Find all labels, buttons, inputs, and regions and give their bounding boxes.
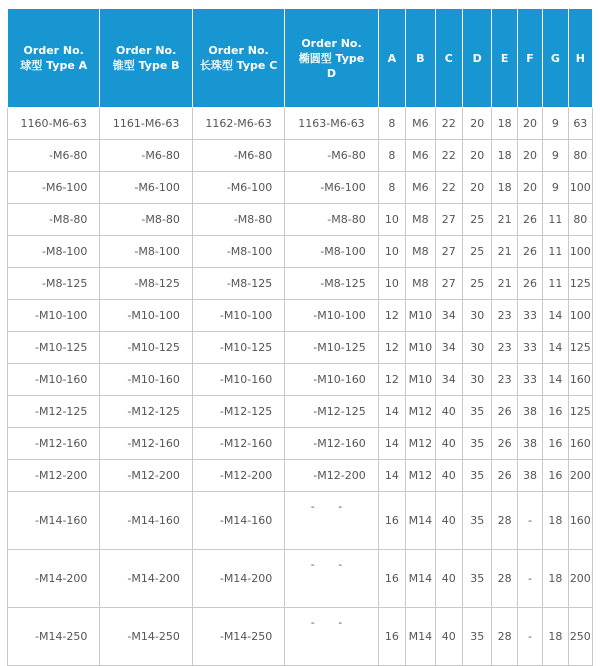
dim-f: - [517,492,542,550]
header-dim-f: F [517,9,542,108]
dim-f: 38 [517,428,542,460]
dim-d: 35 [463,492,492,550]
dim-e: 18 [492,108,517,140]
dim-a: 14 [378,460,405,492]
dim-b: M14 [406,608,435,666]
dim-b: M6 [406,108,435,140]
order-no-type-d: -M10-100 [285,300,378,332]
order-no-type-b: -M10-160 [100,364,192,396]
dim-e: 28 [492,492,517,550]
order-no-type-c: -M12-160 [192,428,284,460]
order-no-type-c: -M10-100 [192,300,284,332]
dim-d: 20 [463,108,492,140]
dim-d: 20 [463,172,492,204]
dim-f: 38 [517,396,542,428]
dim-d: 35 [463,428,492,460]
dim-c: 40 [435,428,462,460]
dim-e: 26 [492,428,517,460]
dim-g: 18 [543,492,568,550]
dim-c: 27 [435,204,462,236]
order-no-type-b: -M8-100 [100,236,192,268]
table-row [8,172,593,204]
header-dim-d: D [463,9,492,108]
order-no-type-a: -M6-100 [8,172,100,204]
dim-f: - [517,550,542,608]
order-no-type-a: -M14-160 [8,492,100,550]
order-no-type-b: -M14-250 [100,608,192,666]
dim-e: 26 [492,396,517,428]
dim-h: 160 [568,492,592,550]
order-no-type-a: -M12-125 [8,396,100,428]
order-no-type-a: -M12-200 [8,460,100,492]
dim-c: 22 [435,172,462,204]
dim-g: 11 [543,268,568,300]
dim-g: 11 [543,236,568,268]
table-row [8,364,593,396]
dim-b: M14 [406,492,435,550]
dim-c: 27 [435,236,462,268]
table-row [8,300,593,332]
dim-d: 35 [463,396,492,428]
order-no-type-c: -M12-125 [192,396,284,428]
dim-g: 14 [543,300,568,332]
dim-d: 20 [463,140,492,172]
dim-a: 8 [378,108,405,140]
dim-d: 35 [463,460,492,492]
dim-g: 14 [543,332,568,364]
order-no-type-a: -M8-80 [8,204,100,236]
order-no-type-c: -M6-80 [192,140,284,172]
dim-g: 18 [543,608,568,666]
order-no-type-b: -M8-125 [100,268,192,300]
dim-e: 18 [492,172,517,204]
dim-e: 21 [492,204,517,236]
order-no-type-b: -M12-200 [100,460,192,492]
order-no-type-d: -M12-200 [285,460,378,492]
dim-c: 34 [435,332,462,364]
dim-c: 22 [435,108,462,140]
dim-a: 8 [378,172,405,204]
table-row [8,140,593,172]
dim-g: 14 [543,364,568,396]
dim-b: M10 [406,364,435,396]
dim-g: 16 [543,428,568,460]
order-no-type-c: -M8-125 [192,268,284,300]
dim-g: 16 [543,460,568,492]
spec-table [7,8,593,666]
dim-d: 30 [463,300,492,332]
order-no-type-a: -M12-160 [8,428,100,460]
dim-c: 34 [435,300,462,332]
dim-h: 250 [568,608,592,666]
dim-a: 10 [378,204,405,236]
order-no-type-b: -M12-125 [100,396,192,428]
dim-g: 9 [543,108,568,140]
order-no-type-c: -M10-160 [192,364,284,396]
dim-h: 125 [568,268,592,300]
order-no-type-a: -M14-200 [8,550,100,608]
dim-b: M12 [406,396,435,428]
dim-c: 40 [435,550,462,608]
dim-h: 200 [568,550,592,608]
order-no-type-c: -M8-100 [192,236,284,268]
dim-f: 20 [517,172,542,204]
dim-f: 26 [517,268,542,300]
dim-a: 10 [378,236,405,268]
header-dim-e: E [492,9,517,108]
dim-b: M10 [406,300,435,332]
dim-f: 20 [517,140,542,172]
order-no-type-b: -M10-100 [100,300,192,332]
order-no-type-b: -M6-80 [100,140,192,172]
order-no-type-c: -M14-250 [192,608,284,666]
order-no-type-b: -M6-100 [100,172,192,204]
table-row [8,204,593,236]
order-no-type-d: -M12-160 [285,428,378,460]
dim-a: 16 [378,608,405,666]
dim-h: 100 [568,236,592,268]
header-dim-c: C [435,9,462,108]
dim-f: - [517,608,542,666]
header-type-b: Order No. 锥型 Type B [100,9,192,108]
dim-d: 30 [463,364,492,396]
order-no-type-c: 1162-M6-63 [192,108,284,140]
order-no-type-a: 1160-M6-63 [8,108,100,140]
order-no-type-c: -M14-200 [192,550,284,608]
order-no-type-a: -M10-160 [8,364,100,396]
dim-h: 80 [568,204,592,236]
order-no-type-d: - - [285,492,378,550]
table-row [8,396,593,428]
header-dim-b: B [406,9,435,108]
dim-h: 125 [568,396,592,428]
dim-b: M14 [406,550,435,608]
order-no-type-b: -M14-160 [100,492,192,550]
order-no-type-c: -M10-125 [192,332,284,364]
order-no-type-d: -M8-125 [285,268,378,300]
order-no-type-c: -M14-160 [192,492,284,550]
dim-d: 35 [463,608,492,666]
dim-h: 160 [568,428,592,460]
order-no-type-d: -M6-80 [285,140,378,172]
dim-e: 18 [492,140,517,172]
order-no-type-a: -M10-125 [8,332,100,364]
dim-b: M8 [406,236,435,268]
dim-d: 25 [463,268,492,300]
order-no-type-b: -M14-200 [100,550,192,608]
order-no-type-d: -M8-100 [285,236,378,268]
order-no-type-d: -M10-125 [285,332,378,364]
dim-b: M12 [406,428,435,460]
dim-g: 18 [543,550,568,608]
table-row [8,460,593,492]
dim-e: 23 [492,332,517,364]
header-type-a: Order No. 球型 Type A [8,9,100,108]
order-no-type-d: - - [285,550,378,608]
order-no-type-a: -M8-100 [8,236,100,268]
dim-c: 40 [435,492,462,550]
dim-e: 23 [492,300,517,332]
dim-f: 20 [517,108,542,140]
dim-h: 160 [568,364,592,396]
order-no-type-d: -M8-80 [285,204,378,236]
header-dim-g: G [543,9,568,108]
dim-c: 34 [435,364,462,396]
dim-f: 33 [517,364,542,396]
dim-h: 80 [568,140,592,172]
header-type-d: Order No. 椭圆型 Type D [285,9,378,108]
table-row [8,428,593,460]
dim-g: 11 [543,204,568,236]
table-row [8,332,593,364]
header-dim-h: H [568,9,592,108]
dim-h: 63 [568,108,592,140]
dim-d: 25 [463,236,492,268]
dim-a: 14 [378,428,405,460]
dim-a: 16 [378,492,405,550]
header-type-c: Order No. 长珠型 Type C [192,9,284,108]
dim-h: 100 [568,300,592,332]
order-no-type-a: -M6-80 [8,140,100,172]
order-no-type-d: -M10-160 [285,364,378,396]
dim-e: 23 [492,364,517,396]
order-no-type-a: -M10-100 [8,300,100,332]
order-no-type-a: -M14-250 [8,608,100,666]
header-dim-a: A [378,9,405,108]
dim-a: 10 [378,268,405,300]
order-no-type-d: - - [285,608,378,666]
table-row [8,608,593,666]
order-no-type-b: -M12-160 [100,428,192,460]
order-no-type-b: -M8-80 [100,204,192,236]
dim-f: 38 [517,460,542,492]
dim-e: 26 [492,460,517,492]
dim-c: 40 [435,608,462,666]
dim-d: 25 [463,204,492,236]
dim-b: M6 [406,172,435,204]
dim-f: 33 [517,300,542,332]
dim-a: 16 [378,550,405,608]
dim-h: 125 [568,332,592,364]
order-no-type-c: -M8-80 [192,204,284,236]
dim-f: 26 [517,236,542,268]
table-row [8,492,593,550]
order-no-type-b: -M10-125 [100,332,192,364]
dim-b: M8 [406,204,435,236]
order-no-type-d: 1163-M6-63 [285,108,378,140]
dim-d: 35 [463,550,492,608]
order-no-type-c: -M12-200 [192,460,284,492]
order-no-type-a: -M8-125 [8,268,100,300]
dim-a: 12 [378,300,405,332]
order-no-type-c: -M6-100 [192,172,284,204]
dim-e: 21 [492,236,517,268]
dim-c: 22 [435,140,462,172]
dim-g: 9 [543,172,568,204]
dim-a: 8 [378,140,405,172]
order-no-type-d: -M6-100 [285,172,378,204]
table-row [8,268,593,300]
dim-a: 12 [378,364,405,396]
dim-f: 33 [517,332,542,364]
table-row [8,108,593,140]
dim-g: 9 [543,140,568,172]
header-row [8,9,593,108]
dim-f: 26 [517,204,542,236]
dim-e: 28 [492,550,517,608]
table-row [8,550,593,608]
dim-a: 14 [378,396,405,428]
order-no-type-b: 1161-M6-63 [100,108,192,140]
dim-b: M10 [406,332,435,364]
dim-b: M6 [406,140,435,172]
order-no-type-d: -M12-125 [285,396,378,428]
dim-a: 12 [378,332,405,364]
dim-e: 28 [492,608,517,666]
dim-e: 21 [492,268,517,300]
dim-c: 40 [435,460,462,492]
dim-d: 30 [463,332,492,364]
dim-g: 16 [543,396,568,428]
dim-h: 100 [568,172,592,204]
dim-b: M12 [406,460,435,492]
dim-h: 200 [568,460,592,492]
dim-c: 40 [435,396,462,428]
dim-c: 27 [435,268,462,300]
dim-b: M8 [406,268,435,300]
table-row [8,236,593,268]
